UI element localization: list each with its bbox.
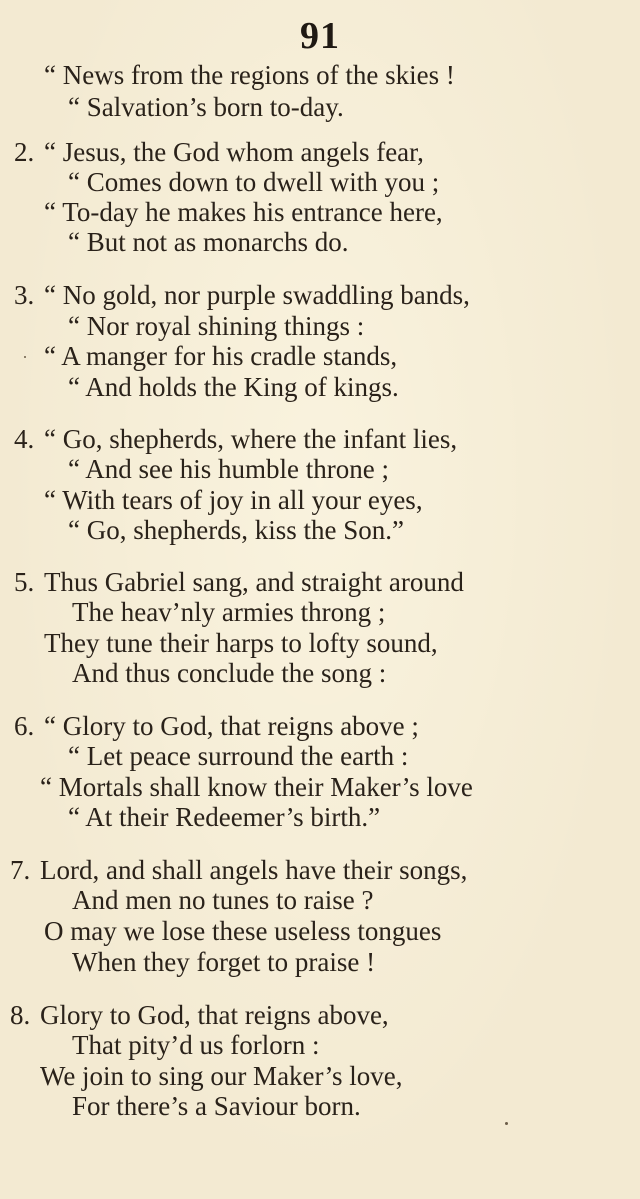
verse-line: “ But not as monarchs do. bbox=[68, 227, 349, 257]
verse-line: They tune their harps to lofty sound, bbox=[44, 628, 438, 658]
verse-line: And men no tunes to raise ? bbox=[72, 885, 374, 915]
verse-line: For there’s a Saviour born. bbox=[72, 1091, 361, 1121]
verse-line: “ News from the regions of the skies ! bbox=[44, 60, 455, 90]
verse-line: “ Comes down to dwell with you ; bbox=[68, 167, 440, 197]
verse-line: “ And holds the King of kings. bbox=[68, 372, 399, 402]
stanza-number: 2. bbox=[14, 137, 35, 167]
verse-line: “ A manger for his cradle stands, bbox=[44, 341, 398, 371]
verse-line: “ And see his humble throne ; bbox=[68, 454, 389, 484]
verse-line: “ Go, shepherds, kiss the Son.” bbox=[68, 515, 404, 545]
verse-line: “ Mortals shall know their Maker’s love bbox=[40, 772, 473, 802]
verse-line: That pity’d us forlorn : bbox=[72, 1030, 320, 1060]
verse-line: Glory to God, that reigns above, bbox=[40, 1000, 389, 1030]
verse-line: Thus Gabriel sang, and straight around bbox=[44, 567, 464, 597]
stanza-number: 8. bbox=[10, 1000, 31, 1030]
verse-line: “ At their Redeemer’s birth.” bbox=[68, 802, 381, 832]
stanza-number: 7. bbox=[10, 855, 31, 885]
verse-line: “ Salvation’s born to-day. bbox=[68, 92, 344, 122]
verse-line: O may we lose these useless tongues bbox=[44, 916, 442, 946]
ink-speck bbox=[24, 356, 26, 358]
verse-line: “ Nor royal shining things : bbox=[68, 311, 365, 341]
verse-line: “ To-day he makes his entrance here, bbox=[44, 197, 443, 227]
ink-speck bbox=[505, 1122, 508, 1125]
verse-line: And thus conclude the song : bbox=[72, 658, 387, 688]
verse-line: “ With tears of joy in all your eyes, bbox=[44, 485, 423, 515]
verse-line: “ Let peace surround the earth : bbox=[68, 741, 409, 771]
verse-line: When they forget to praise ! bbox=[72, 947, 376, 977]
stanza-number: 3. bbox=[14, 280, 35, 310]
verse-line: “ Jesus, the God whom angels fear, bbox=[44, 137, 424, 167]
stanza-number: 4. bbox=[14, 424, 35, 454]
verse-line: Lord, and shall angels have their songs, bbox=[40, 855, 468, 885]
stanza-number: 5. bbox=[14, 567, 35, 597]
verse-line: “ No gold, nor purple swaddling bands, bbox=[44, 280, 470, 310]
stanza-number: 6. bbox=[14, 711, 35, 741]
page-number: 91 bbox=[300, 15, 340, 57]
verse-line: “ Glory to God, that reigns above ; bbox=[44, 711, 419, 741]
verse-line: We join to sing our Maker’s love, bbox=[40, 1061, 403, 1091]
verse-line: The heav’nly armies throng ; bbox=[72, 597, 386, 627]
verse-line: “ Go, shepherds, where the infant lies, bbox=[44, 424, 458, 454]
